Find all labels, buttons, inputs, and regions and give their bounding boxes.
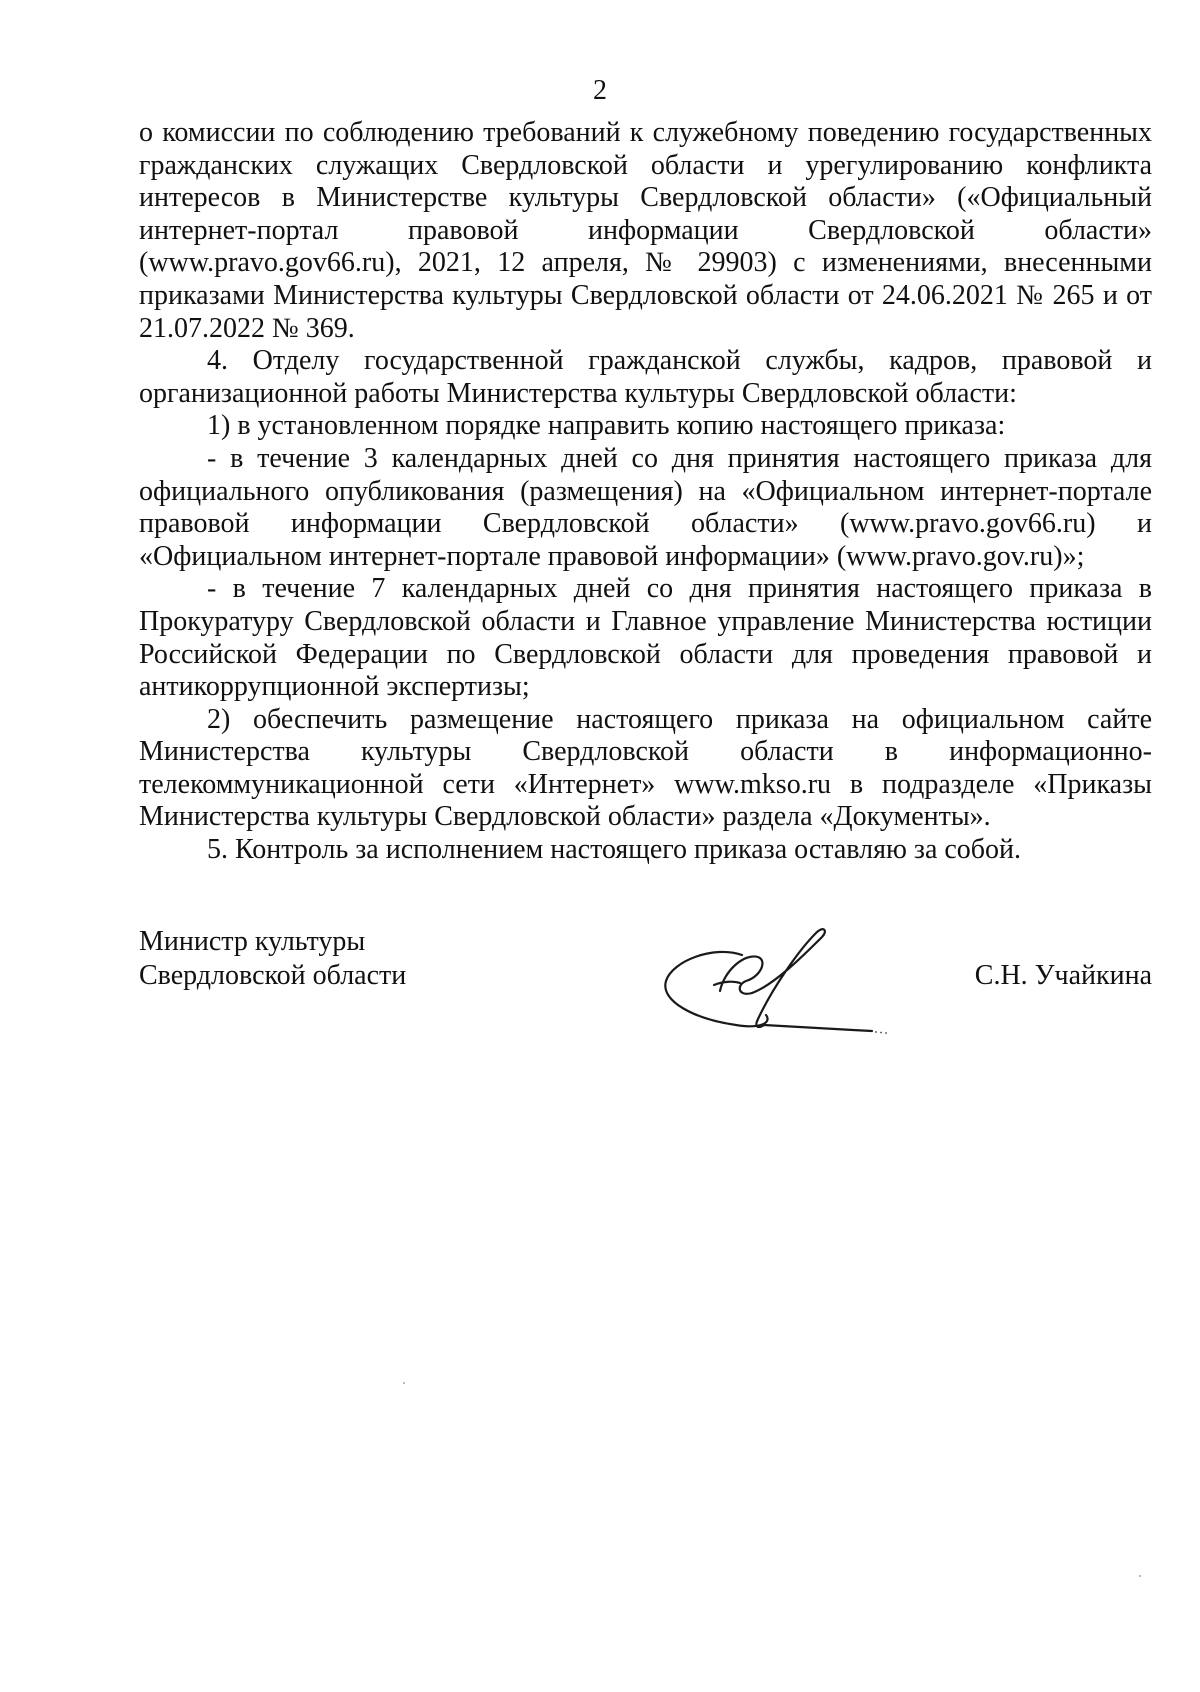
signatory-title-line-2: Свердловской области <box>139 960 407 991</box>
paragraph-item-4-1-publication: - в течение 3 календарных дней со дня принятия настоящего приказа для официального опубликования (размещения) на «Официальном интернет-портале правовой информации Свердловской области» (www.pravo.gov66.ru) и «Официальном интернет-портале правовой информации» (www.pravo.gov.ru)»; <box>139 442 1152 572</box>
signatory-name: С.Н. Учайкина <box>974 960 1152 991</box>
handwritten-signature <box>654 919 894 1049</box>
paragraph-intro: о комиссии по соблюдению требований к служебному поведению государственных гражданских служащих Свердловской области и урегулированию конфликта интересов в Министерстве культуры Свердловской области» («Официальный интернет-портал правовой информации Свердловской области» (www.pravo.gov66.ru), 2021, 12 апреля, № 29903) с изменениями, внесенными приказами Министерства культуры Свердловской области от 24.06.2021 № 265 и от 21.07.2022 № 369. <box>139 117 1152 344</box>
paragraph-item-4: 4. Отделу государственной гражданской службы, кадров, правовой и организационной работы Министерства культуры Свердловской области: <box>139 345 1152 409</box>
signatory-title-line-1: Министр культуры <box>139 926 366 957</box>
scan-artifact-dot <box>403 1382 405 1384</box>
paragraph-item-5: 5. Контроль за исполнением настоящего приказа оставляю за собой. <box>207 834 1022 866</box>
page-number: 2 <box>593 75 607 106</box>
signature-block <box>139 925 1152 1065</box>
paragraph-item-4-1: 1) в установленном порядке направить копию настоящего приказа: <box>207 410 1006 442</box>
paragraph-item-4-2: 2) обеспечить размещение настоящего приказа на официальном сайте Министерства культуры Свердловской области в информационно-телекоммуникационной сети «Интернет» www.mkso.ru в подразделе «Приказы Министерства культуры Свердловской области» раздела «Документы». <box>139 703 1152 833</box>
paragraph-item-4-1-prosecutor: - в течение 7 календарных дней со дня принятия настоящего приказа в Прокуратуру Свердловской области и Главное управление Министерства юстиции Российской Федерации по Свердловской области для проведения правовой и антикоррупционной экспертизы; <box>139 573 1152 703</box>
document-body <box>139 117 1152 867</box>
signatory-title <box>139 925 406 993</box>
scan-artifact-dot <box>1139 1575 1141 1577</box>
